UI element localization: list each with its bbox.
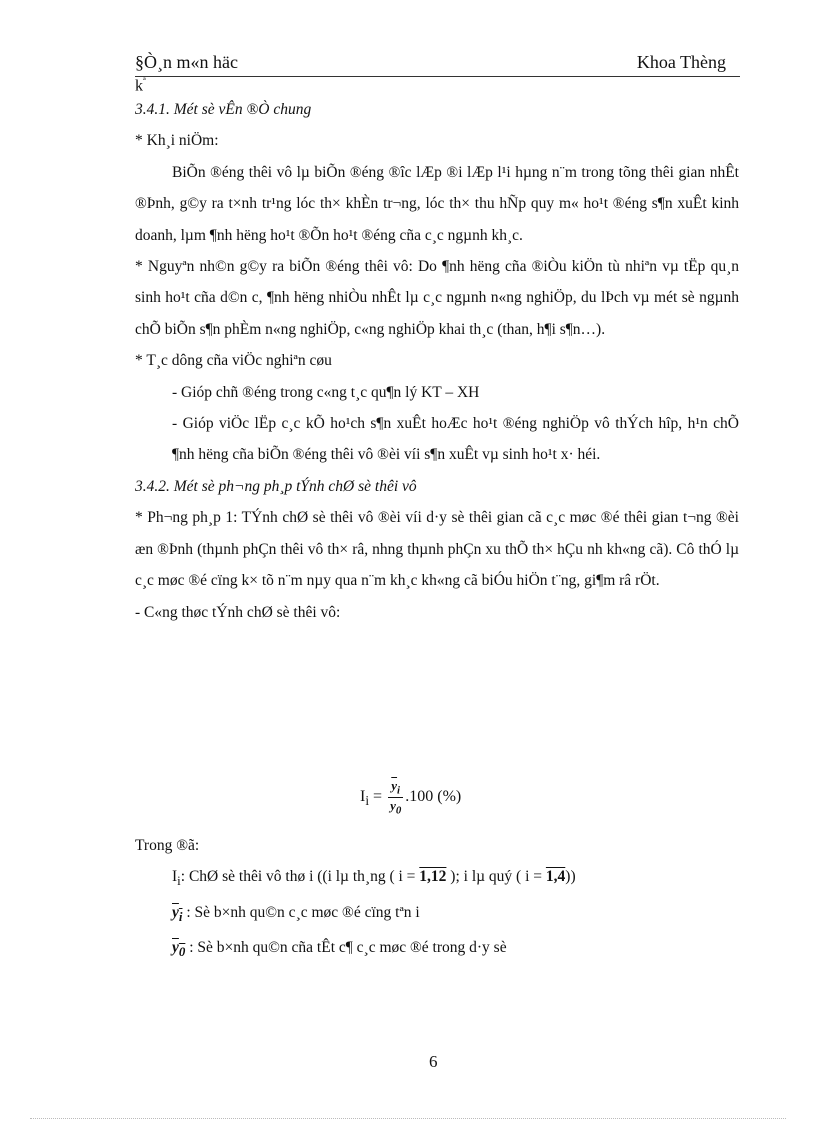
def2-var-letter: y: [172, 903, 179, 921]
page-header: [135, 52, 740, 77]
def2-var: [172, 903, 183, 924]
section-heading-341: 3.4.1. Mét sè vÊn ®Ò chung: [135, 101, 312, 118]
formula-lhs: I: [360, 787, 366, 805]
method1-paragraph: * Ph¬ng ph¸p 1: TÝnh chØ sè thêi vô ®èi víi d·y sè thêi gian cã c¸c møc ®é thêi gian t¬ng ®èi æn ®Þnh (thµnh phÇn thêi vô th× râ, nhng thµnh phÇn xu thÕ th× hÇu nh kh«ng cã). Cô thÓ lµ c¸c møc ®é cïng k× tõ n¨m nµy qua n¨m kh¸c kh«ng cã biÓu hiÖn t¨ng, gi¶m râ rÖt.: [135, 509, 739, 590]
body-block-1: [135, 94, 739, 628]
concept-label: * Kh¸i niÖm:: [135, 132, 219, 150]
definition-y0: [135, 932, 739, 968]
formula-denominator: [388, 798, 403, 817]
formula-rhs: .100 (%): [405, 787, 462, 805]
formula-intro: - C«ng thøc tÝnh chØ sè thêi vô:: [135, 603, 341, 621]
def1-range-quarters: 1,4: [545, 868, 566, 886]
def1-text-a: : ChØ sè thêi vô thø i ((i lµ th¸ng ( i =: [180, 868, 420, 886]
formula-numerator: [388, 778, 403, 798]
header-cont-text: k: [135, 77, 143, 95]
header-cont-sup: ª: [143, 76, 146, 87]
formula-fraction: [388, 778, 403, 816]
def3-var-sub: 0: [178, 944, 186, 960]
def2-text: : Sè b×nh qu©n c¸c møc ®é cïng tªn i: [182, 903, 420, 921]
header-continuation: [135, 76, 146, 95]
def1-text-c: )): [565, 868, 576, 886]
header-right-text: Khoa Thèng: [636, 52, 726, 72]
def1-range-months: 1,12: [419, 868, 447, 886]
def1-text-b: ); i lµ quý ( i =: [446, 868, 546, 886]
def3-text: : Sè b×nh qu©n cña tÊt c¶ c¸c møc ®é trong d·y sè: [185, 939, 507, 957]
page-bottom-divider: [30, 1118, 786, 1119]
section-heading-342: 3.4.2. Mét sè ph¬ng ph¸p tÝnh chØ sè thêi vô: [135, 477, 417, 495]
purpose-label: * T¸c dông cña viÖc nghiªn cøu: [135, 352, 332, 370]
formula-num-sub: i: [397, 784, 401, 797]
where-label: Trong ®ã:: [135, 837, 200, 854]
formula-eq: =: [369, 787, 387, 805]
concept-paragraph: BiÕn ®éng thêi vô lµ biÕn ®éng ®îc lÆp ®i lÆp l¹i hµng n¨m trong tõng thêi gian nhÊt ®Þnh, g©y ra t×nh tr¹ng lóc th× khÈn tr¬ng, lóc th× thu hÑp quy m« ho¹t ®éng s¶n xuÊt kinh doanh, lµm ¶nh hëng ho¹t ®Õn ho¹t ®éng cña c¸c ngµnh kh¸c.: [135, 163, 739, 244]
cause-paragraph: * Nguyªn nh©n g©y ra biÕn ®éng thêi vô: Do ¶nh hëng cña ®iÒu kiÖn tù nhiªn vµ tËp qu¸n sinh ho¹t cña d©n c, ¶nh hëng nhiÒu nhÊt lµ c¸c ngµnh n«ng nghiÖp, du lÞch vµ mét sè ngµnh chÕ biÕn s¶n phÈm n«ng nghiÖp, c«ng nghiÖp khai th¸c (than, h¶i s¶n…).: [135, 258, 739, 338]
def1-var-sub: i: [177, 873, 181, 889]
purpose-item-2: - Gióp viÖc lËp c¸c kÕ ho¹ch s¶n xuÊt hoÆc ho¹t ®éng nghiÖp vô thÝch hîp, h¹n chÕ ¶nh hëng cña biÕn ®éng thêi vô ®èi víi s¶n xuÊt vµ sinh ho¹t x· héi.: [172, 415, 739, 464]
def2-var-sub: i: [178, 909, 183, 924]
definition-yi: [135, 897, 739, 933]
def3-var: [172, 939, 186, 960]
definition-ii: [135, 861, 739, 897]
purpose-item-1: - Gióp chñ ®éng trong c«ng t¸c qu¶n lý KT – XH: [172, 383, 480, 401]
formula-num-var: $\overline{y}$: [391, 778, 398, 793]
seasonal-index-formula: [360, 778, 461, 826]
formula-den-var: $\overline{y}$: [390, 797, 396, 813]
def3-var-letter: y: [172, 939, 179, 957]
formula-lhs-sub: i: [365, 792, 370, 808]
body-block-2: [135, 830, 739, 968]
header-left-text: §Ò¸n m«n häc: [135, 52, 238, 72]
def1-var: I: [172, 868, 178, 886]
page-number: 6: [429, 1052, 438, 1071]
formula-den-sub: 0: [395, 804, 402, 817]
